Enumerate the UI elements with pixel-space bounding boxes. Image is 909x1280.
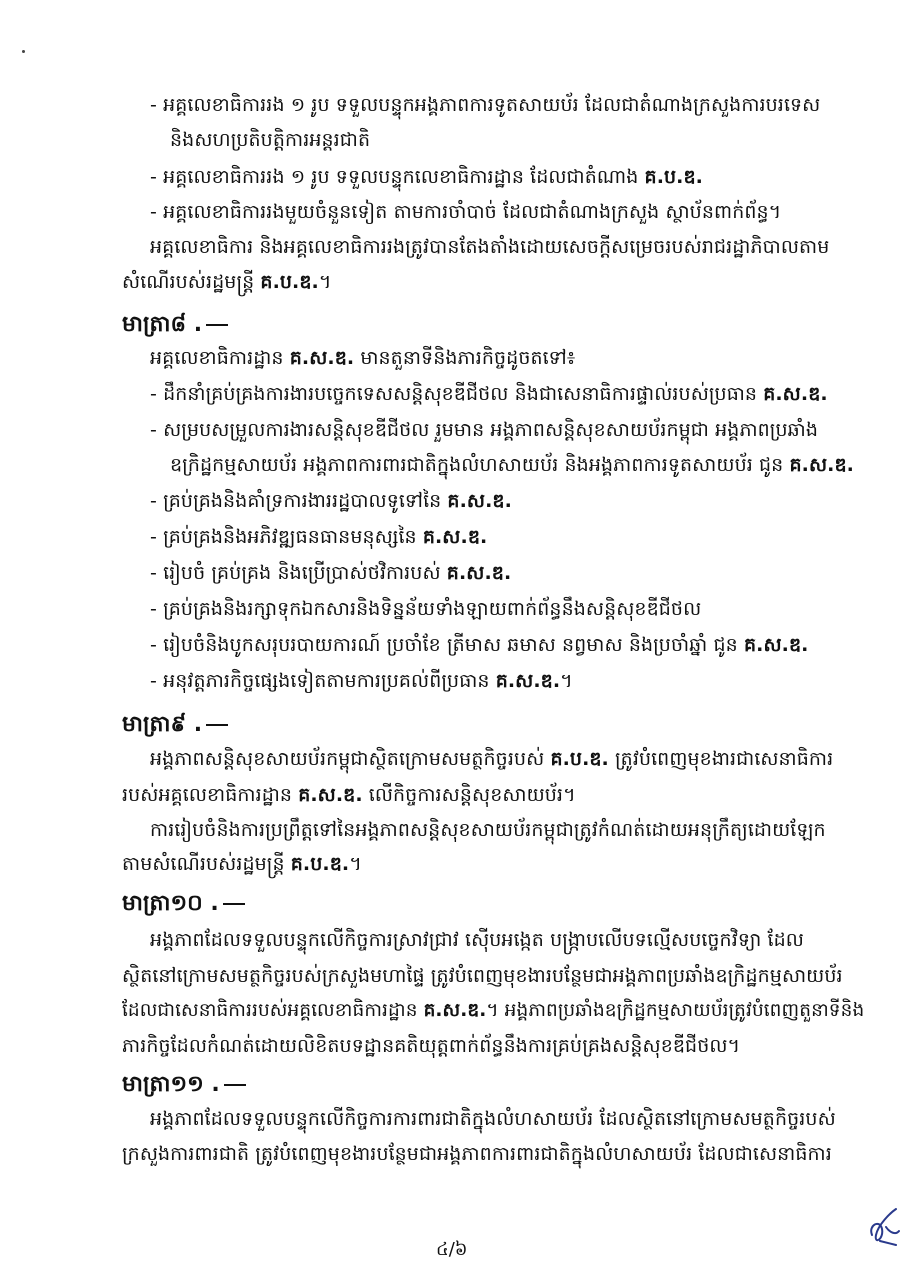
text-line: អង្គភាពសន្តិសុខសាយប័រកម្ពុជាស្ថិតក្រោមសមត្ថកិច្ចរបស់ គ.ប.ឌ. ត្រូវបំពេញមុខងារជាសេនាធិការ (150, 748, 834, 770)
text-line: ភារកិច្ចដែលកំណត់ដោយលិខិតបទដ្ឋានគតិយុត្តពាក់ព័ន្ធនឹងការគ្រប់គ្រងសន្តិសុខឌីជីថល។ (122, 1035, 741, 1057)
text-line: - សម្របសម្រួលការងារសន្តិសុខឌីជីថល រួមមាន អង្គភាពសន្តិសុខសាយប័រកម្ពុជា អង្គភាពប្រឆាំង (150, 419, 818, 441)
text-line: របស់អគ្គលេខាធិការដ្ឋាន គ.ស.ឌ. លើកិច្ចការសន្តិសុខសាយប័រ។ (122, 784, 576, 806)
article-10-heading: មាត្រា១០ . (122, 890, 245, 918)
text-line: អគ្គលេខាធិការដ្ឋាន គ.ស.ឌ. មានតួនាទីនិងភារកិច្ចដូចតទៅ៖ (150, 347, 576, 369)
initials-signature (866, 1205, 902, 1249)
text-line: - គ្រប់គ្រងនិងអភិវឌ្ឍធនធានមនុស្សនៃ គ.ស.ឌ. (150, 526, 488, 548)
text-line: អគ្គលេខាធិការ និងអគ្គលេខាធិការរងត្រូវបានតែងតាំងដោយសេចក្ដីសម្រេចរបស់រាជរដ្ឋាភិបាលតាម (150, 236, 830, 258)
text-line: តាមសំណើរបស់រដ្ឋមន្ត្រី គ.ប.ឌ.។ (122, 853, 362, 875)
article-9-heading: មាត្រា៩ . (122, 711, 228, 739)
article-8-heading: មាត្រា៨ . (122, 311, 228, 339)
page-number: ៤/៦ (436, 1239, 468, 1260)
text-line: ឧក្រិដ្ឋកម្មសាយប័រ អង្គភាពការពារជាតិក្នុងលំហសាយប័រ និងអង្គភាពការទូតសាយប័រ ជូន គ.ស.ឌ. (170, 454, 854, 476)
text-line: - ដឹកនាំគ្រប់គ្រងការងារបច្ចេកទេសសន្តិសុខឌីជីថល និងជាសេនាធិការផ្ទាល់របស់ប្រធាន គ.ស.ឌ. (150, 383, 828, 405)
scan-speck (22, 50, 25, 53)
text-line: សំណើរបស់រដ្ឋមន្ត្រី គ.ប.ឌ.។ (122, 271, 332, 293)
article-11-heading: មាត្រា១១ . (122, 1071, 246, 1099)
text-line: និងសហប្រតិបត្តិការអន្តរជាតិ (170, 129, 371, 151)
text-line: - គ្រប់គ្រងនិងគាំទ្រការងាររដ្ឋបាលទូទៅនៃ គ.ស.ឌ. (150, 490, 512, 512)
text-line: ក្រសួងការពារជាតិ ត្រូវបំពេញមុខងារបន្ថែមជាអង្គភាពការពារជាតិក្នុងលំហសាយប័រ ដែលជាសេនាធិការ (122, 1143, 832, 1165)
text-line: - រៀបចំនិងបូកសរុបរបាយការណ៍ ប្រចាំខែ ត្រីមាស ឆមាស នព្វមាស និងប្រចាំឆ្នាំ ជូន គ.ស.ឌ. (150, 634, 809, 656)
text-line: អង្គភាពដែលទទួលបន្ទុកលើកិច្ចការស្រាវជ្រាវ ស៊ើបអង្កេត បង្ក្រាបលើបទល្មើសបច្ចេកវិទ្យា ដែល (150, 929, 804, 951)
text-line: ស្ថិតនៅក្រោមសមត្ថកិច្ចរបស់ក្រសួងមហាផ្ទៃ ត្រូវបំពេញមុខងារបន្ថែមជាអង្គភាពប្រឆាំងឧក្រិដ្ឋកម្មសាយប័រ (122, 965, 843, 987)
text-line: អង្គភាពដែលទទួលបន្ទុកលើកិច្ចការការពារជាតិក្នុងលំហសាយប័រ ដែលស្ថិតនៅក្រោមសមត្ថកិច្ចរបស់ (150, 1108, 836, 1130)
text-line: - គ្រប់គ្រងនិងរក្សាទុកឯកសារនិងទិន្នន័យទាំងឡាយពាក់ព័ន្ធនឹងសន្តិសុខឌីជីថល (150, 598, 702, 620)
text-line: - រៀបចំ គ្រប់គ្រង និងប្រើប្រាស់ថវិការបស់ គ.ស.ឌ. (150, 562, 512, 584)
text-line: - អគ្គលេខាធិការរងមួយចំនួនទៀត តាមការចាំបាច់ ដែលជាតំណាងក្រសួង ស្ថាប័នពាក់ព័ន្ធ។ (150, 201, 782, 223)
text-line: - អនុវត្តភារកិច្ចផ្សេងទៀតតាមការប្រគល់ពីប្រធាន គ.ស.ឌ.។ (150, 670, 573, 692)
text-line: - អគ្គលេខាធិការរង ១ រូប ទទួលបន្ទុកអង្គភាពការទូតសាយប័រ ដែលជាតំណាងក្រសួងការបរទេស (150, 94, 821, 116)
text-line: ការរៀបចំនិងការប្រព្រឹត្តទៅនៃអង្គភាពសន្តិសុខសាយប័រកម្ពុជាត្រូវកំណត់ដោយអនុក្រឹត្យដោយឡែក (150, 819, 826, 841)
text-line: ដែលជាសេនាធិការរបស់អគ្គលេខាធិការដ្ឋាន គ.ស.ឌ.។ អង្គភាពប្រឆាំងឧក្រិដ្ឋកម្មសាយប័រត្រូវបំពេញតួនាទីនិង (122, 1000, 865, 1021)
text-line: - អគ្គលេខាធិការរង ១ រូប ទទួលបន្ទុកលេខាធិការដ្ឋាន ដែលជាតំណាង គ.ប.ឌ. (150, 166, 703, 188)
